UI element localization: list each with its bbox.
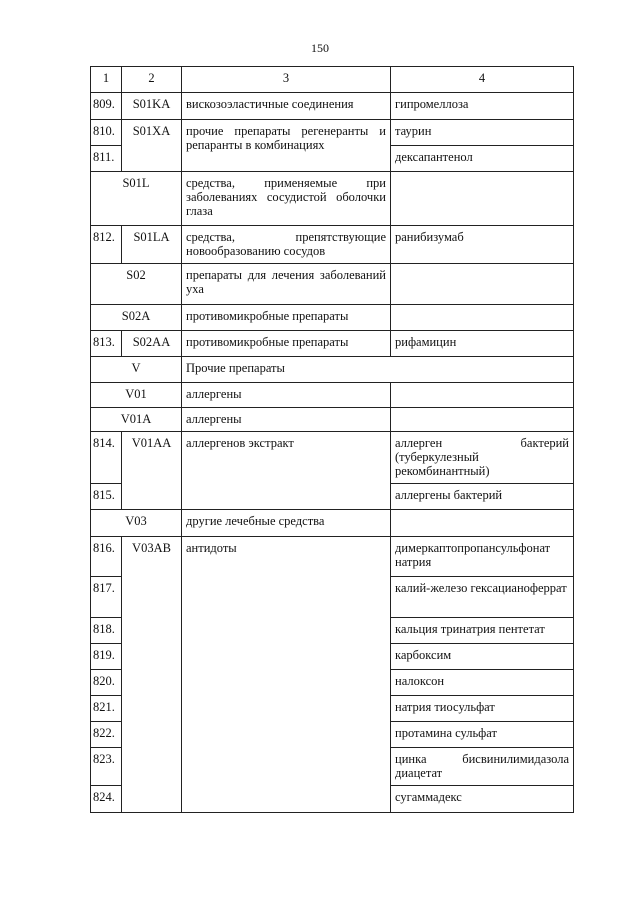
drug-name: дексапантенол: [391, 146, 574, 172]
column-header: 4: [391, 67, 574, 93]
drug-name: кальция тринатрия пентетат: [391, 618, 574, 644]
column-header: 3: [182, 67, 391, 93]
table-row: [91, 264, 574, 305]
drug-name: ранибизумаб: [391, 226, 574, 264]
table-row: [91, 120, 574, 146]
atc-code: S02A: [91, 305, 182, 331]
group-description: противомикробные препараты: [182, 331, 391, 357]
row-number: 823.: [91, 748, 122, 786]
drug-name: [391, 408, 574, 432]
group-description: аллергены: [182, 408, 391, 432]
page-number: 150: [311, 41, 329, 55]
drug-name: калий-железо гексацианоферрат: [391, 577, 574, 618]
row-number: 816.: [91, 537, 122, 577]
atc-code: V03AB: [122, 537, 182, 813]
row-number: 813.: [91, 331, 122, 357]
drug-name: налоксон: [391, 670, 574, 696]
atc-code: S01L: [91, 172, 182, 226]
column-header: 1: [91, 67, 122, 93]
atc-code: V01: [91, 383, 182, 408]
drug-name: [391, 264, 574, 305]
drug-name: гипромеллоза: [391, 93, 574, 120]
table-row: [91, 537, 574, 577]
table-header-row: [91, 67, 574, 93]
drug-name: карбоксим: [391, 644, 574, 670]
atc-code: S01LA: [122, 226, 182, 264]
atc-code: V03: [91, 510, 182, 537]
row-number: 809.: [91, 93, 122, 120]
group-description: прочие препараты регенеранты и репаранты в комбинациях: [182, 120, 391, 172]
table-row: [91, 408, 574, 432]
row-number: 815.: [91, 484, 122, 510]
group-description: антидоты: [182, 537, 391, 813]
group-description: другие лечебные средства: [182, 510, 391, 537]
atc-code: S02AA: [122, 331, 182, 357]
table-row: [91, 305, 574, 331]
drug-name: таурин: [391, 120, 574, 146]
drug-name: [391, 172, 574, 226]
row-number: 818.: [91, 618, 122, 644]
group-description: аллергены: [182, 383, 391, 408]
drug-name: натрия тиосульфат: [391, 696, 574, 722]
atc-code: V: [91, 357, 182, 383]
drug-name: рифамицин: [391, 331, 574, 357]
column-header: 2: [122, 67, 182, 93]
atc-code: S01XA: [122, 120, 182, 172]
row-number: 810.: [91, 120, 122, 146]
table-row: [91, 432, 574, 484]
row-number: 819.: [91, 644, 122, 670]
table-row: [91, 226, 574, 264]
group-description: аллергенов экстракт: [182, 432, 391, 510]
atc-code: V01AA: [122, 432, 182, 510]
medicines-table: [90, 66, 574, 813]
atc-code: S02: [91, 264, 182, 305]
drug-name: аллерген бактерий (туберкулезный рекомбинантный): [391, 432, 574, 484]
drug-name: аллергены бактерий: [391, 484, 574, 510]
group-description: препараты для лечения заболеваний уха: [182, 264, 391, 305]
table-row: [91, 172, 574, 226]
drug-name: [391, 510, 574, 537]
table-row: [91, 331, 574, 357]
group-description: средства, применяемые при заболеваниях сосудистой оболочки глаза: [182, 172, 391, 226]
table-row: [91, 383, 574, 408]
drug-name: [391, 305, 574, 331]
drug-name: сугаммадекс: [391, 786, 574, 813]
row-number: 812.: [91, 226, 122, 264]
drug-name: протамина сульфат: [391, 722, 574, 748]
row-number: 814.: [91, 432, 122, 484]
group-description: вискозоэластичные соединения: [182, 93, 391, 120]
table-row: [91, 510, 574, 537]
drug-name: [391, 383, 574, 408]
table-row: [91, 357, 574, 383]
row-number: 811.: [91, 146, 122, 172]
atc-code: V01A: [91, 408, 182, 432]
group-description: Прочие препараты: [182, 357, 574, 383]
row-number: 824.: [91, 786, 122, 813]
group-description: средства, препятствующие новообразованию сосудов: [182, 226, 391, 264]
atc-code: S01KA: [122, 93, 182, 120]
table-row: [91, 93, 574, 120]
drug-name: цинка бисвинилимидазола диацетат: [391, 748, 574, 786]
row-number: 821.: [91, 696, 122, 722]
row-number: 820.: [91, 670, 122, 696]
group-description: противомикробные препараты: [182, 305, 391, 331]
drug-name: димеркаптопропансульфонат натрия: [391, 537, 574, 577]
row-number: 817.: [91, 577, 122, 618]
row-number: 822.: [91, 722, 122, 748]
